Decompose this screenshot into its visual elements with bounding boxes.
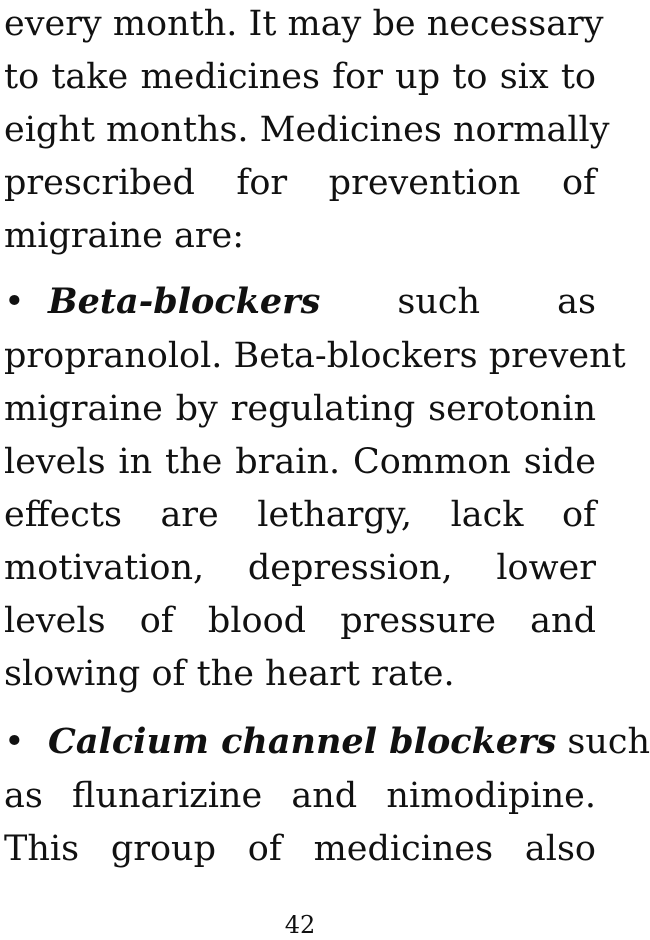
bullet-text: such as	[397, 282, 596, 322]
text-line: levels in the brain. Common side	[4, 442, 596, 482]
text-line: This group of medicines also	[4, 829, 596, 869]
text-line: motivation, depression, lower	[4, 548, 596, 588]
text-line: to take medicines for up to six to	[4, 57, 596, 97]
text-line: slowing of the heart rate.	[4, 654, 455, 694]
bullet-icon: •	[4, 282, 25, 322]
text-line: migraine are:	[4, 216, 245, 256]
text-line: levels of blood pressure and	[4, 601, 596, 641]
bullet-item-calcium-channel-blockers	[4, 721, 650, 762]
text-line: migraine by regulating serotonin	[4, 389, 596, 429]
text-line: eight months. Medicines normally	[4, 110, 610, 150]
bullet-item-beta-blockers	[4, 282, 596, 322]
bullet-icon: •	[4, 722, 25, 762]
bullet-term: Calcium channel blockers	[48, 721, 557, 762]
text-line: every month. It may be necessary	[4, 4, 604, 44]
text-line: effects are lethargy, lack of	[4, 495, 596, 535]
text-line: as flunarizine and nimodipine.	[4, 776, 596, 816]
bullet-text: such	[567, 722, 650, 762]
text-line: propranolol. Beta-blockers prevent	[4, 336, 626, 376]
page-number: 42	[284, 911, 316, 939]
bullet-term: Beta-blockers	[48, 281, 321, 322]
text-line: prescribed for prevention of	[4, 163, 596, 203]
